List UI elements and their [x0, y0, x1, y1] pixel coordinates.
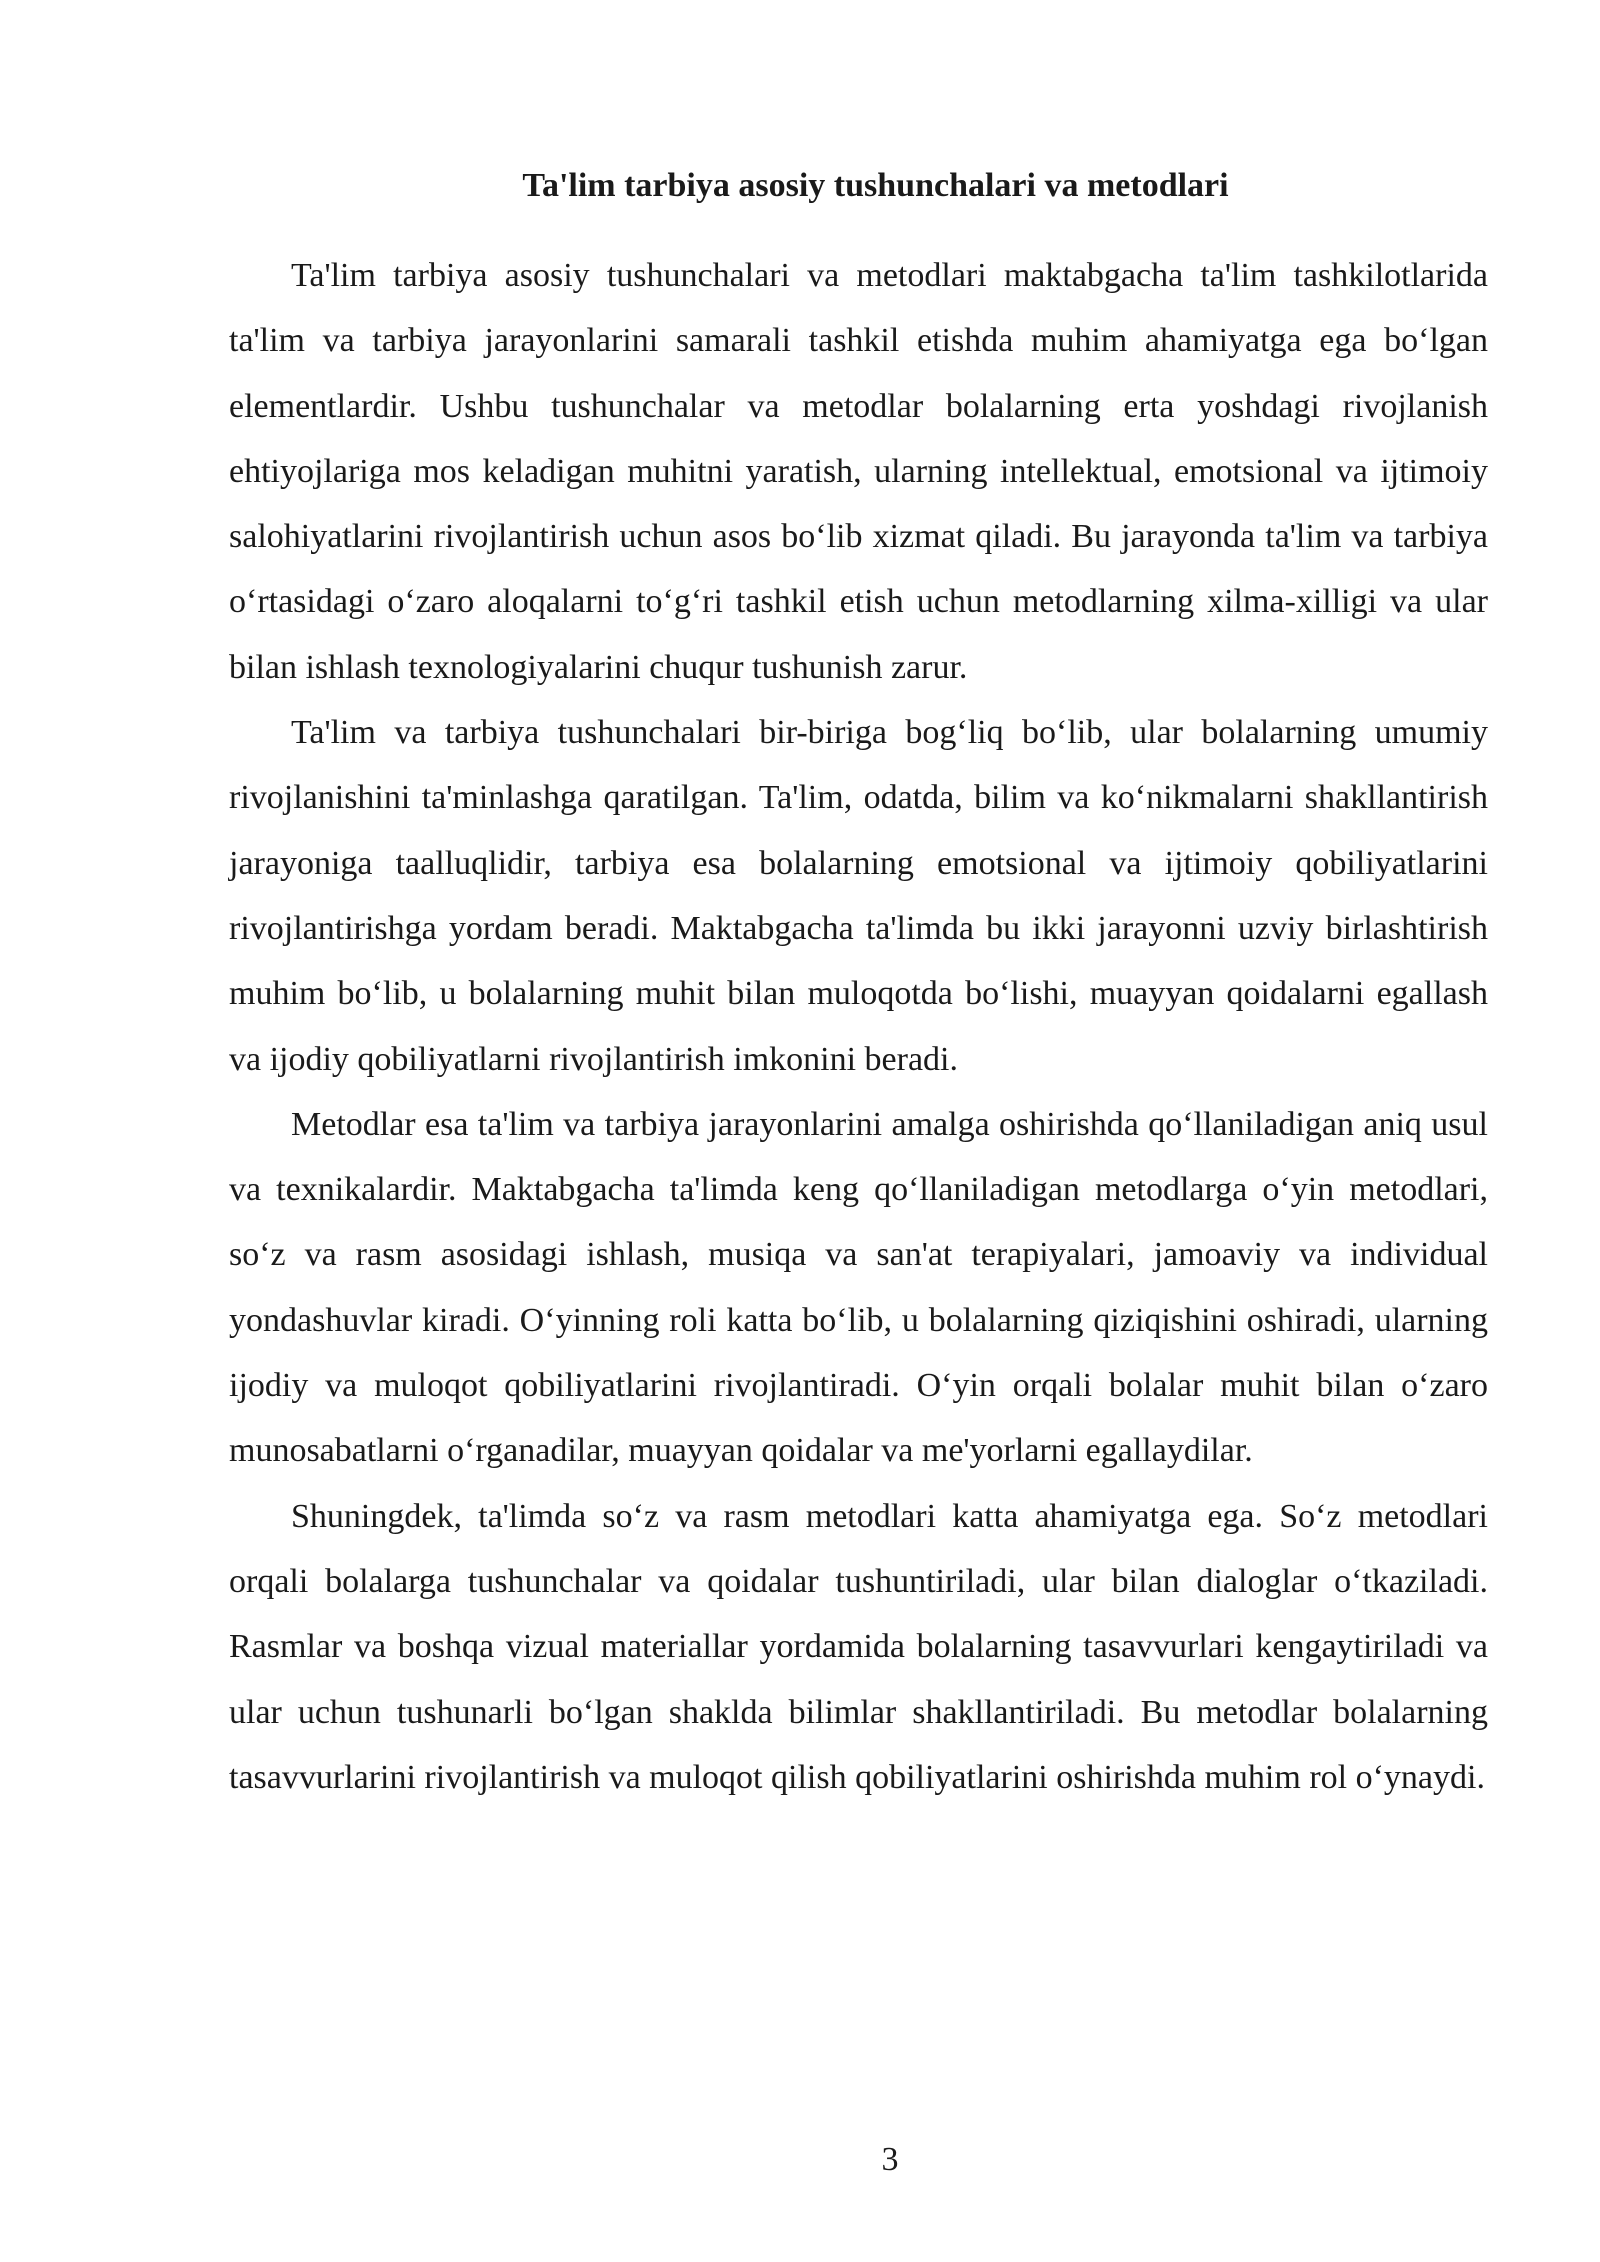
page-content [229, 150, 1488, 1810]
paragraph-1: Ta'lim tarbiya asosiy tushunchalari va metodlari maktabgacha ta'lim tashkilotlarida ta'lim va tarbiya jarayonlarini samarali tashkil etishda muhim ahamiyatga ega bo‘lgan elementlardir. Ushbu tushunchalar va metodlar bolalarning erta yoshdagi rivojlanish ehtiyojlariga mos keladigan muhitni yaratish, ularning intellektual, emotsional va ijtimoiy salohiyatlarini rivojlantirish uchun asos bo‘lib xizmat qiladi. Bu jarayonda ta'lim va tarbiya o‘rtasidagi o‘zaro aloqalarni to‘g‘ri tashkil etish uchun metodlarning xilma-xilligi va ular bilan ishlash texnologiyalarini chuqur tushunish zarur. [229, 257, 1488, 686]
page-title: Ta'lim tarbiya asosiy tushunchalari va metodlari [522, 167, 1229, 204]
paragraph-3: Metodlar esa ta'lim va tarbiya jarayonlarini amalga oshirishda qo‘llaniladigan aniq usul va texnikalardir. Maktabgacha ta'limda keng qo‘llaniladigan metodlarga o‘yin metodlari, so‘z va rasm asosidagi ishlash, musiqa va san'at terapiyalari, jamoaviy va individual yondashuvlar kiradi. O‘yinning roli katta bo‘lib, u bolalarning qiziqishini oshiradi, ularning ijodiy va muloqot qobiliyatlarini rivojlantiradi. O‘yin orqali bolalar muhit bilan o‘zaro munosabatlarni o‘rganadilar, muayyan qoidalar va me'yorlarni egallaydilar. [229, 1105, 1488, 1470]
page-number: 3 [881, 2141, 899, 2178]
body-text [229, 243, 1488, 1810]
paragraph-2: Ta'lim va tarbiya tushunchalari bir-biriga bog‘liq bo‘lib, ular bolalarning umumiy rivojlanishini ta'minlashga qaratilgan. Ta'lim, odatda, bilim va ko‘nikmalarni shakllantirish jarayoniga taalluqlidir, tarbiya esa bolalarning emotsional va ijtimoiy qobiliyatlarini rivojlantirishga yordam beradi. Maktabgacha ta'limda bu ikki jarayonni uzviy birlashtirish muhim bo‘lib, u bolalarning muhit bilan muloqotda bo‘lishi, muayyan qoidalarni egallash va ijodiy qobiliyatlarni rivojlantirish imkonini beradi. [229, 714, 1488, 1078]
paragraph-4: Shuningdek, ta'limda so‘z va rasm metodlari katta ahamiyatga ega. So‘z metodlari orqali bolalarga tushunchalar va qoidalar tushuntiriladi, ular bilan dialoglar o‘tkaziladi. Rasmlar va boshqa vizual materiallar yordamida bolalarning tasavvurlari kengaytiriladi va ular uchun tushunarli bo‘lgan shaklda bilimlar shakllantiriladi. Bu metodlar bolalarning tasavvurlarini rivojlantirish va muloqot qilish qobiliyatlarini oshirishda muhim rol o‘ynaydi. [229, 1497, 1488, 1796]
